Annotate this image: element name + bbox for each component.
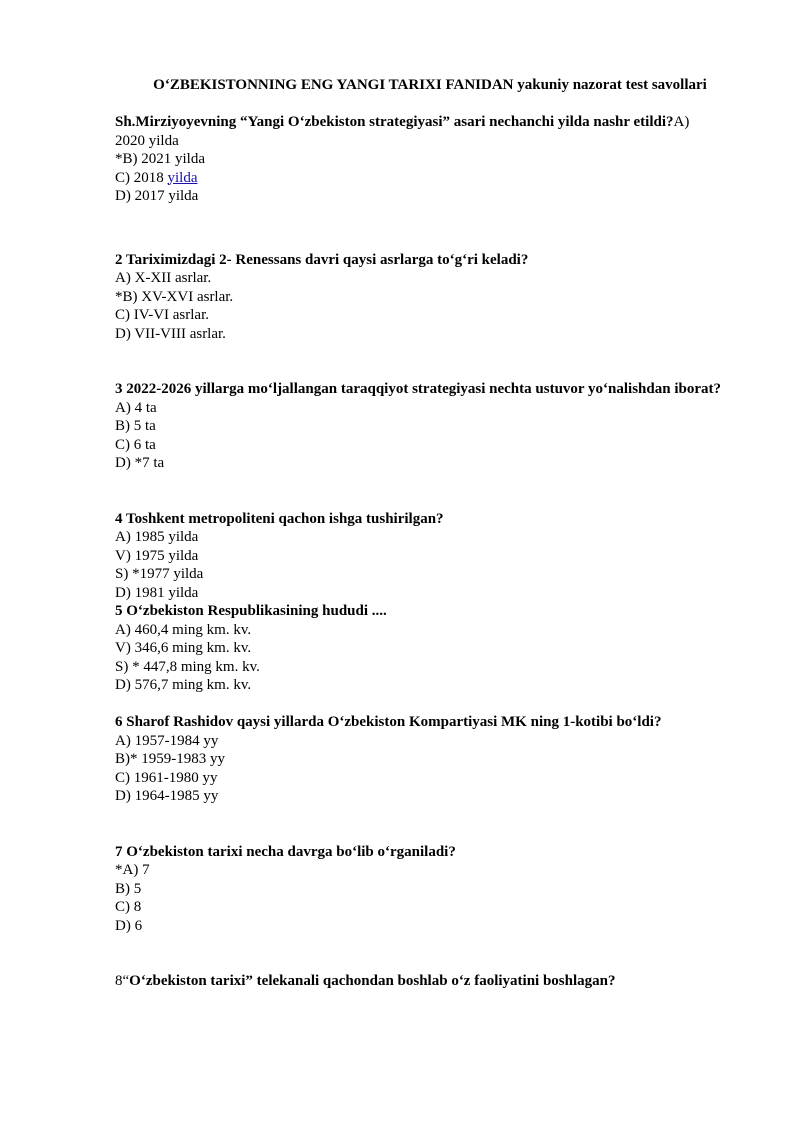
question-6-option-d: D) 1964-1985 yy <box>115 788 219 804</box>
question-5-option-d: D) 576,7 ming km. kv. <box>115 677 252 693</box>
question-2-option-c: C) IV-VI asrlar. <box>115 307 210 323</box>
question-1-option-d: D) 2017 yilda <box>115 188 199 204</box>
yilda-link[interactable]: yilda <box>167 169 198 186</box>
question-8-text <box>115 972 740 991</box>
question-7-option-b: B) 5 <box>115 880 142 897</box>
question-3-option-a: A) 4 ta <box>115 399 157 416</box>
question-1-option-a-rest: 2020 yilda <box>115 132 179 149</box>
question-6 <box>115 713 740 806</box>
question-4-option-v: V) 1975 yilda <box>115 547 199 564</box>
question-6-option-b: B)* 1959-1983 yy <box>115 751 225 767</box>
question-2 <box>115 251 740 344</box>
question-1-option-b: *B) 2021 yilda <box>115 151 205 167</box>
question-4-text: 4 Toshkent metropoliteni qachon ishga tushirilgan? <box>115 510 444 527</box>
question-1-text <box>115 113 740 132</box>
document-body <box>115 113 740 991</box>
question-6-option-c: C) 1961-1980 yy <box>115 769 218 786</box>
question-3 <box>115 380 740 473</box>
question-7-text: 7 O‘zbekiston tarixi necha davrga bo‘lib o‘rganiladi? <box>115 843 456 860</box>
question-3-option-b: B) 5 ta <box>115 418 156 434</box>
question-1-stem: Sh.Mirziyoyevning “Yangi O‘zbekiston strategiyasi” asari nechanchi yilda nashr etildi? <box>115 114 674 130</box>
question-2-option-a: A) X-XII asrlar. <box>115 270 212 286</box>
question-2-option-b: *B) XV-XVI asrlar. <box>115 288 234 305</box>
question-8 <box>115 972 740 991</box>
question-4 <box>115 510 740 603</box>
question-4-option-d: D) 1981 yilda <box>115 584 199 601</box>
question-5-option-s: S) * 447,8 ming km. kv. <box>115 658 260 675</box>
question-7-option-a: *A) 7 <box>115 862 150 878</box>
question-3-text: 3 2022-2026 yillarga mo‘ljallangan taraqqiyot strategiyasi nechta ustuvor yo‘nalishdan iborat? <box>115 381 721 397</box>
question-6-text: 6 Sharof Rashidov qaysi yillarda O‘zbekiston Kompartiyasi MK ning 1-kotibi bo‘ldi? <box>115 714 662 730</box>
question-4-option-s: S) *1977 yilda <box>115 566 204 582</box>
question-1-option-c <box>115 169 740 188</box>
question-3-option-d: D) *7 ta <box>115 455 165 471</box>
question-8-number: 8“ <box>115 973 130 989</box>
question-4-option-a: A) 1985 yilda <box>115 529 199 545</box>
question-1-option-c-text: C) 2018 <box>115 169 168 186</box>
question-2-text: 2 Tariximizdagi 2- Renessans davri qaysi asrlarga to‘g‘ri keladi? <box>115 251 529 268</box>
question-2-option-d: D) VII-VIII asrlar. <box>115 325 226 342</box>
question-1-option-a-label: A) <box>673 114 690 130</box>
question-5 <box>115 602 740 695</box>
question-7 <box>115 843 740 936</box>
question-5-option-a: A) 460,4 ming km. kv. <box>115 621 252 638</box>
question-1 <box>115 113 740 206</box>
question-5-option-v: V) 346,6 ming km. kv. <box>115 640 252 656</box>
question-7-option-c: C) 8 <box>115 899 142 915</box>
question-5-text: 5 O‘zbekiston Respublikasining hududi .... <box>115 603 387 619</box>
document-title: O‘ZBEKISTONNING ENG YANGI TARIXI FANIDAN yakuniy nazorat test savollari <box>153 77 707 93</box>
question-7-option-d: D) 6 <box>115 917 143 934</box>
question-6-option-a: A) 1957-1984 yy <box>115 732 219 749</box>
question-3-option-c: C) 6 ta <box>115 436 156 453</box>
question-8-stem: O‘zbekiston tarixi” telekanali qachondan boshlab o‘z faoliyatini boshlagan? <box>129 973 616 989</box>
